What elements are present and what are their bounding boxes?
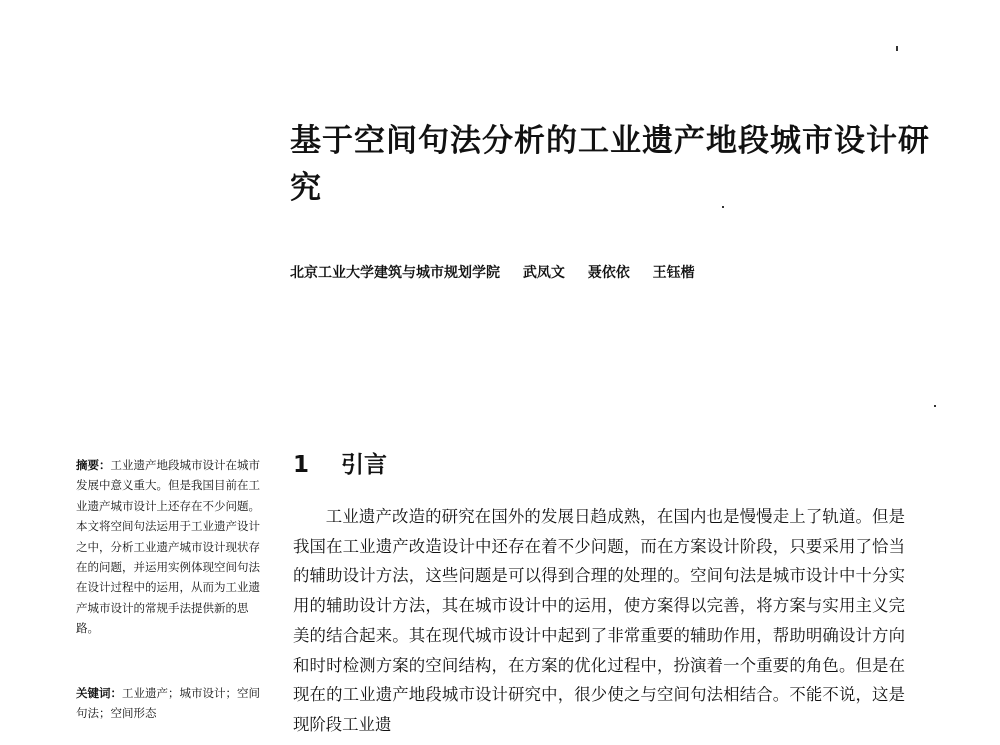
author-line — [290, 262, 713, 282]
keywords-text: 工业遗产；城市设计；空间句法；空间形态 — [76, 686, 260, 720]
paper-title: 基于空间句法分析的工业遗产地段城市设计研究 — [290, 123, 930, 206]
section-number: 1 — [293, 452, 310, 478]
abstract-block — [76, 455, 266, 639]
keywords-label: 关键词： — [76, 686, 122, 700]
scan-speck — [896, 46, 898, 51]
section-heading — [293, 446, 387, 479]
author-name: 聂依依 — [587, 265, 630, 281]
section-title: 引言 — [341, 452, 387, 478]
keywords-block — [76, 683, 271, 723]
author-name: 武凤文 — [522, 265, 565, 281]
abstract-label: 摘要： — [76, 458, 111, 472]
scan-speck — [934, 405, 936, 407]
abstract-text: 工业遗产地段城市设计在城市发展中意义重大。但是我国目前在工业遗产城市设计上还存在不少问题。本文将空间句法运用于工业遗产设计之中，分析工业遗产城市设计现状存在的问题，并运用实例体现空间句法在设计过程中的运用，从而为工业遗产城市设计的常规手法提供新的思路。 — [76, 458, 260, 636]
affiliation: 北京工业大学建筑与城市规划学院 — [290, 265, 500, 281]
body-paragraph: 工业遗产改造的研究在国外的发展日趋成熟，在国内也是慢慢走上了轨道。但是我国在工业遗产改造设计中还存在着不少问题，而在方案设计阶段，只要采用了恰当的辅助设计方法，这些问题是可以得到合理的处理的。空间句法是城市设计中十分实用的辅助设计方法，其在城市设计中的运用，使方案得以完善，将方案与实用主义完美的结合起来。其在现代城市设计中起到了非常重要的辅助作用，帮助明确设计方向和时时检测方案的空间结构，在方案的优化过程中，扮演着一个重要的角色。但是在现在的工业遗产地段城市设计研究中，很少使之与空间句法相结合。不能不说，这是现阶段工业遗 — [293, 507, 905, 734]
scan-speck — [722, 206, 724, 208]
author-name: 王钰楷 — [652, 265, 695, 281]
